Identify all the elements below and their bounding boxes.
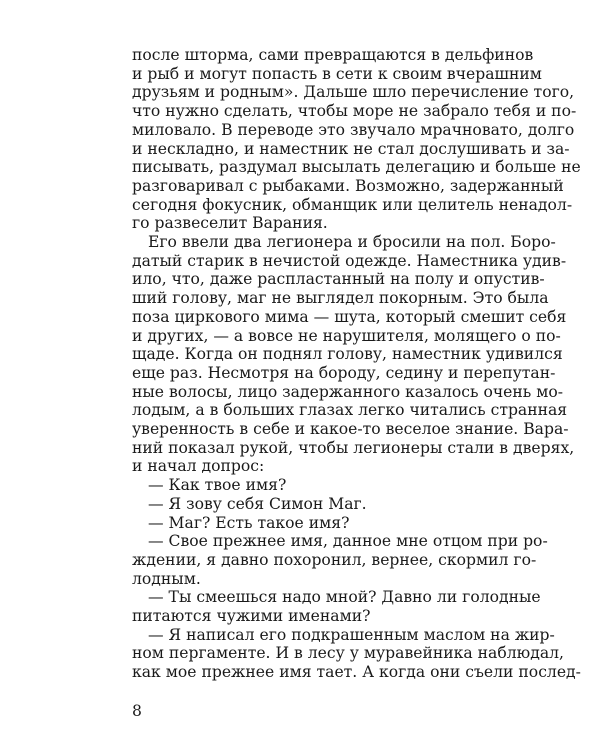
text-line: и других, — а вовсе не нарушителя, молящего о по- [132, 326, 561, 345]
text-line: писывать, раздумал высылать делегацию и больше не [132, 158, 581, 177]
dialogue-line: — Как твое имя? [148, 476, 287, 495]
paragraph-first-line: Его ввели два легионера и бросили на пол. Боро- [148, 233, 556, 251]
text-line: миловало. В переводе это звучало мрачновато, долго [132, 120, 575, 139]
text-line: ший голову, маг не выглядел покорным. Это была [132, 289, 549, 308]
text-line: лодным. [132, 569, 201, 588]
text-line: датый старик в нечистой одежде. Наместника удив- [132, 251, 567, 270]
text-line: как мое прежнее имя тает. А когда они съели послед- [132, 663, 581, 682]
dialogue-line: — Ты смеешься надо мной? Давно ли голодные [148, 588, 541, 607]
text-line: разговаривал с рыбаками. Возможно, задержанный [132, 176, 564, 195]
text-line: го развеселит Варания. [132, 214, 328, 233]
text-line: друзьям и родным». Дальше шло перечисление того, [132, 83, 575, 102]
dialogue-line: — Я зову себя Симон Маг. [148, 494, 367, 513]
text-line: ило, что, даже распластанный на полу и опустив- [132, 270, 545, 289]
dialogue-line: — Маг? Есть такое имя? [148, 513, 350, 532]
text-line: что нужно сделать, чтобы море не забрало тебя и по- [132, 102, 577, 121]
text-line: ждении, я давно похоронил, вернее, скормил го- [132, 550, 537, 569]
text-line: лодым, а в больших глазах легко читались странная [132, 401, 568, 420]
text-line: еще раз. Несмотря на бороду, седину и перепутан- [132, 363, 556, 382]
page-number: 8 [132, 702, 142, 720]
text-line: и рыб и могут попасть в сети к своим вчерашним [132, 64, 542, 83]
text-line: ном пергаменте. И в лесу у муравейника наблюдал, [132, 644, 564, 663]
text-line: поза циркового мима — шута, который смешит себя [132, 307, 567, 326]
text-line: и начал допрос: [132, 457, 265, 476]
text-line: уверенность в себе и какое-то веселое знание. Вара- [132, 420, 569, 438]
dialogue-line: — Я написал его подкрашенным маслом на жир- [148, 625, 555, 644]
text-line: питаются чужими именами? [132, 607, 371, 625]
dialogue-line: — Свое прежнее имя, данное мне отцом при ро- [148, 532, 548, 551]
text-line: после шторма, сами превращаются в дельфинов [132, 46, 534, 64]
text-line: щаде. Когда он поднял голову, наместник удивился [132, 345, 563, 364]
text-line: ные волосы, лицо задержанного казалось очень мо- [132, 382, 563, 401]
text-line: сегодня фокусник, обманщик или целитель ненадол- [132, 195, 573, 214]
text-line: и нескладно, и наместник не стал дослушивать и за- [132, 139, 570, 158]
text-line: ний показал рукой, чтобы легионеры стали в дверях, [132, 438, 575, 457]
